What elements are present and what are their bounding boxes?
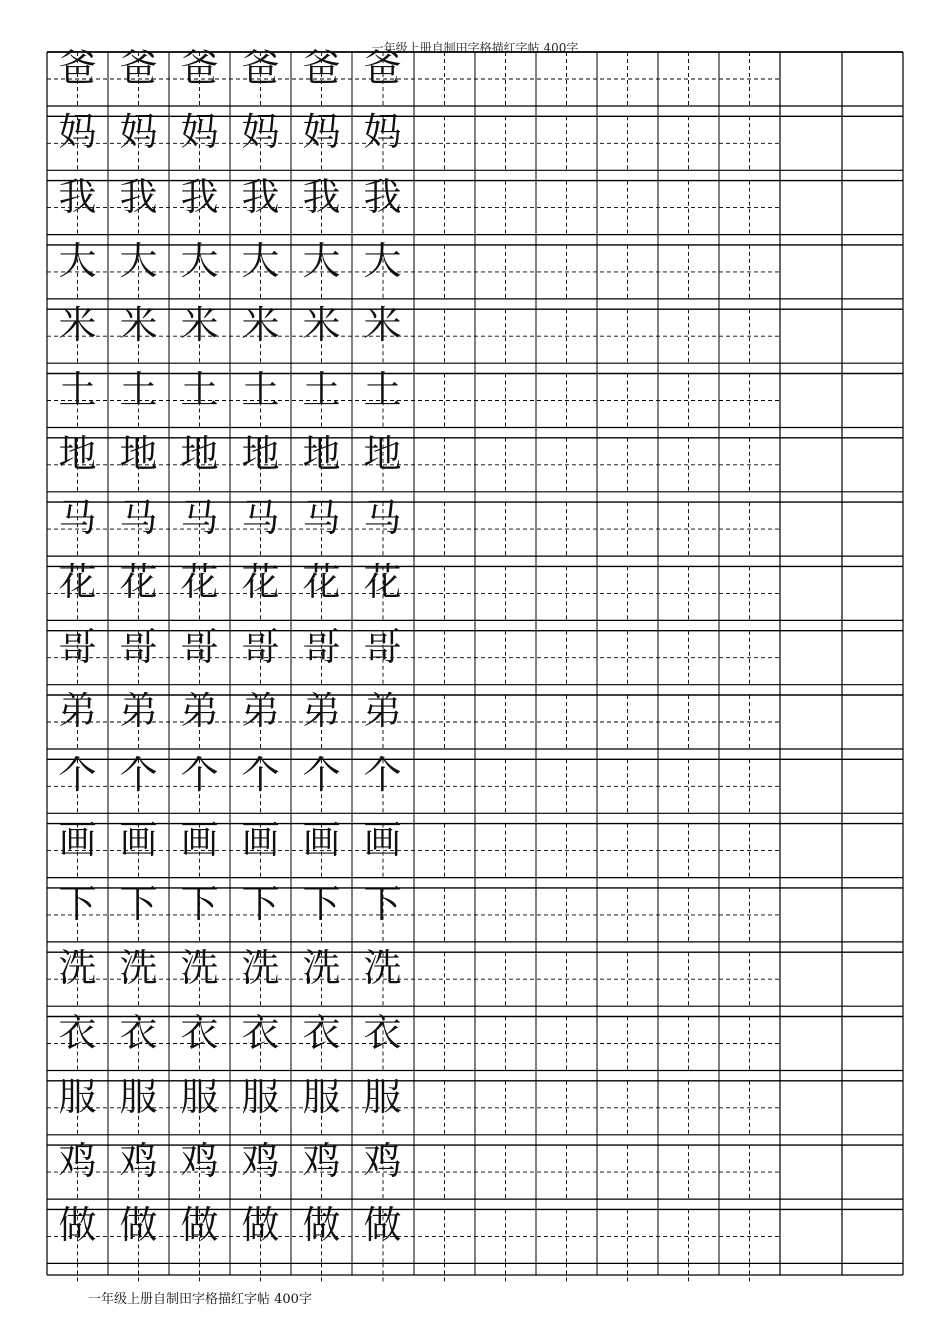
tracing-character: 下: [58, 881, 97, 926]
tracing-character: 服: [180, 1074, 219, 1119]
page-header: 一年级上册自制田字格描红字帖 400字: [371, 41, 579, 55]
tracing-character: 地: [180, 431, 219, 476]
tracing-character: 衣: [119, 1010, 158, 1055]
tracing-character: 服: [363, 1074, 402, 1119]
tracing-character: 爸: [119, 46, 158, 90]
tracing-character: 我: [363, 174, 402, 219]
tracing-character: 洗: [241, 946, 280, 991]
tracing-character: 地: [58, 431, 97, 476]
tracing-character: 地: [241, 431, 280, 476]
tracing-character: 鸡: [119, 1139, 158, 1184]
tracing-character: 画: [363, 817, 402, 862]
tracing-character: 地: [119, 431, 158, 476]
tracing-character: 花: [58, 560, 97, 605]
tracing-character: 洗: [302, 946, 341, 991]
tracing-character: 画: [241, 817, 280, 862]
tracing-character: 画: [180, 817, 219, 862]
tracing-character: 马: [241, 496, 280, 541]
tracing-character: 哥: [302, 624, 341, 669]
tracing-character: 爸: [302, 46, 341, 90]
tracing-character: 马: [58, 496, 97, 541]
tracing-character: 我: [58, 174, 97, 219]
tracing-character: 下: [363, 881, 402, 926]
tracing-character: 米: [119, 303, 158, 348]
tracing-character: 大: [302, 238, 341, 283]
tracing-character: 服: [58, 1074, 97, 1119]
tracing-character: 哥: [363, 624, 402, 669]
tracing-character: 爸: [180, 46, 219, 90]
tracing-character: 服: [241, 1074, 280, 1119]
tracing-character: 鸡: [180, 1139, 219, 1184]
tracing-character: 花: [241, 560, 280, 605]
tracing-character: 米: [241, 303, 280, 348]
tracing-character: 土: [58, 367, 97, 412]
tracing-character: 鸡: [302, 1139, 341, 1184]
tracing-character: 画: [302, 817, 341, 862]
tracing-character: 画: [119, 817, 158, 862]
tracing-character: 弟: [180, 689, 219, 733]
tracing-character: 衣: [180, 1010, 219, 1055]
tracing-character: 米: [58, 303, 97, 348]
tracing-character: 鸡: [58, 1139, 97, 1184]
tracing-character: 衣: [302, 1010, 341, 1055]
tracing-character: 土: [302, 367, 341, 412]
tracing-character: 大: [58, 238, 97, 283]
tracing-character: 下: [241, 881, 280, 926]
tracing-character: 土: [119, 367, 158, 412]
tracing-character: 花: [119, 560, 158, 605]
tracing-character: 我: [119, 174, 158, 219]
tracing-character: 花: [363, 560, 402, 605]
tracing-character: 个: [302, 753, 341, 798]
tracing-character: 衣: [363, 1010, 402, 1055]
tracing-character: 爸: [363, 46, 402, 90]
tracing-character: 哥: [58, 624, 97, 669]
tracing-character: 米: [180, 303, 219, 348]
tracing-character: 洗: [180, 946, 219, 991]
tracing-character: 个: [180, 753, 219, 798]
tracing-character: 洗: [58, 946, 97, 991]
tracing-character: 下: [119, 881, 158, 926]
tracing-character: 马: [302, 496, 341, 541]
tracing-character: 弟: [241, 689, 280, 733]
tracing-character: 下: [180, 881, 219, 926]
tracing-character: 土: [241, 367, 280, 412]
tracing-character: 哥: [180, 624, 219, 669]
tracing-character: 哥: [241, 624, 280, 669]
tracing-character: 衣: [241, 1010, 280, 1055]
tracing-character: 洗: [363, 946, 402, 991]
tracing-character: 弟: [363, 689, 402, 733]
tracing-character: 个: [119, 753, 158, 798]
tracing-character: 我: [241, 174, 280, 219]
tracing-character: 土: [363, 367, 402, 412]
tracing-character: 土: [180, 367, 219, 412]
tracing-character: 服: [119, 1074, 158, 1119]
tracing-character: 我: [180, 174, 219, 219]
tracing-character: 做: [58, 1203, 97, 1248]
tracing-character: 个: [241, 753, 280, 798]
tracing-character: 衣: [58, 1010, 97, 1055]
tracing-character: 大: [180, 238, 219, 283]
tracing-character: 妈: [363, 110, 402, 155]
tracing-character: 弟: [302, 689, 341, 733]
tracing-character: 洗: [119, 946, 158, 991]
tracing-character: 鸡: [241, 1139, 280, 1184]
tracing-character: 地: [302, 431, 341, 476]
tracing-character: 爸: [241, 46, 280, 90]
tracing-character: 花: [180, 560, 219, 605]
tracing-character: 我: [302, 174, 341, 219]
tracing-character: 米: [302, 303, 341, 348]
tracing-character: 马: [363, 496, 402, 541]
tracing-character: 大: [241, 238, 280, 283]
tracing-character: 大: [119, 238, 158, 283]
tracing-character: 大: [363, 238, 402, 283]
tracing-character: 服: [302, 1074, 341, 1119]
tracing-character: 马: [119, 496, 158, 541]
tracing-character: 做: [180, 1203, 219, 1248]
tracing-character: 弟: [58, 689, 97, 733]
tracing-character: 花: [302, 560, 341, 605]
page-footer: 一年级上册自制田字格描红字帖 400字: [88, 1292, 312, 1307]
tracing-character: 妈: [241, 110, 280, 155]
tracing-character: 做: [363, 1203, 402, 1248]
tracing-character: 鸡: [363, 1139, 402, 1184]
tracing-character: 个: [58, 753, 97, 798]
tracing-character: 个: [363, 753, 402, 798]
tracing-character: 做: [119, 1203, 158, 1248]
tracing-character: 下: [302, 881, 341, 926]
tracing-character: 马: [180, 496, 219, 541]
tracing-character: 做: [241, 1203, 280, 1248]
tracing-character: 妈: [58, 110, 97, 155]
tracing-character: 做: [302, 1203, 341, 1248]
tracing-character: 妈: [302, 110, 341, 155]
tracing-character: 地: [363, 431, 402, 476]
tracing-character: 弟: [119, 689, 158, 733]
tracing-character: 妈: [119, 110, 158, 155]
tracing-character: 画: [58, 817, 97, 862]
tracing-character: 妈: [180, 110, 219, 155]
tracing-character: 爸: [58, 46, 97, 90]
tracing-character: 哥: [119, 624, 158, 669]
tracing-character: 米: [363, 303, 402, 348]
